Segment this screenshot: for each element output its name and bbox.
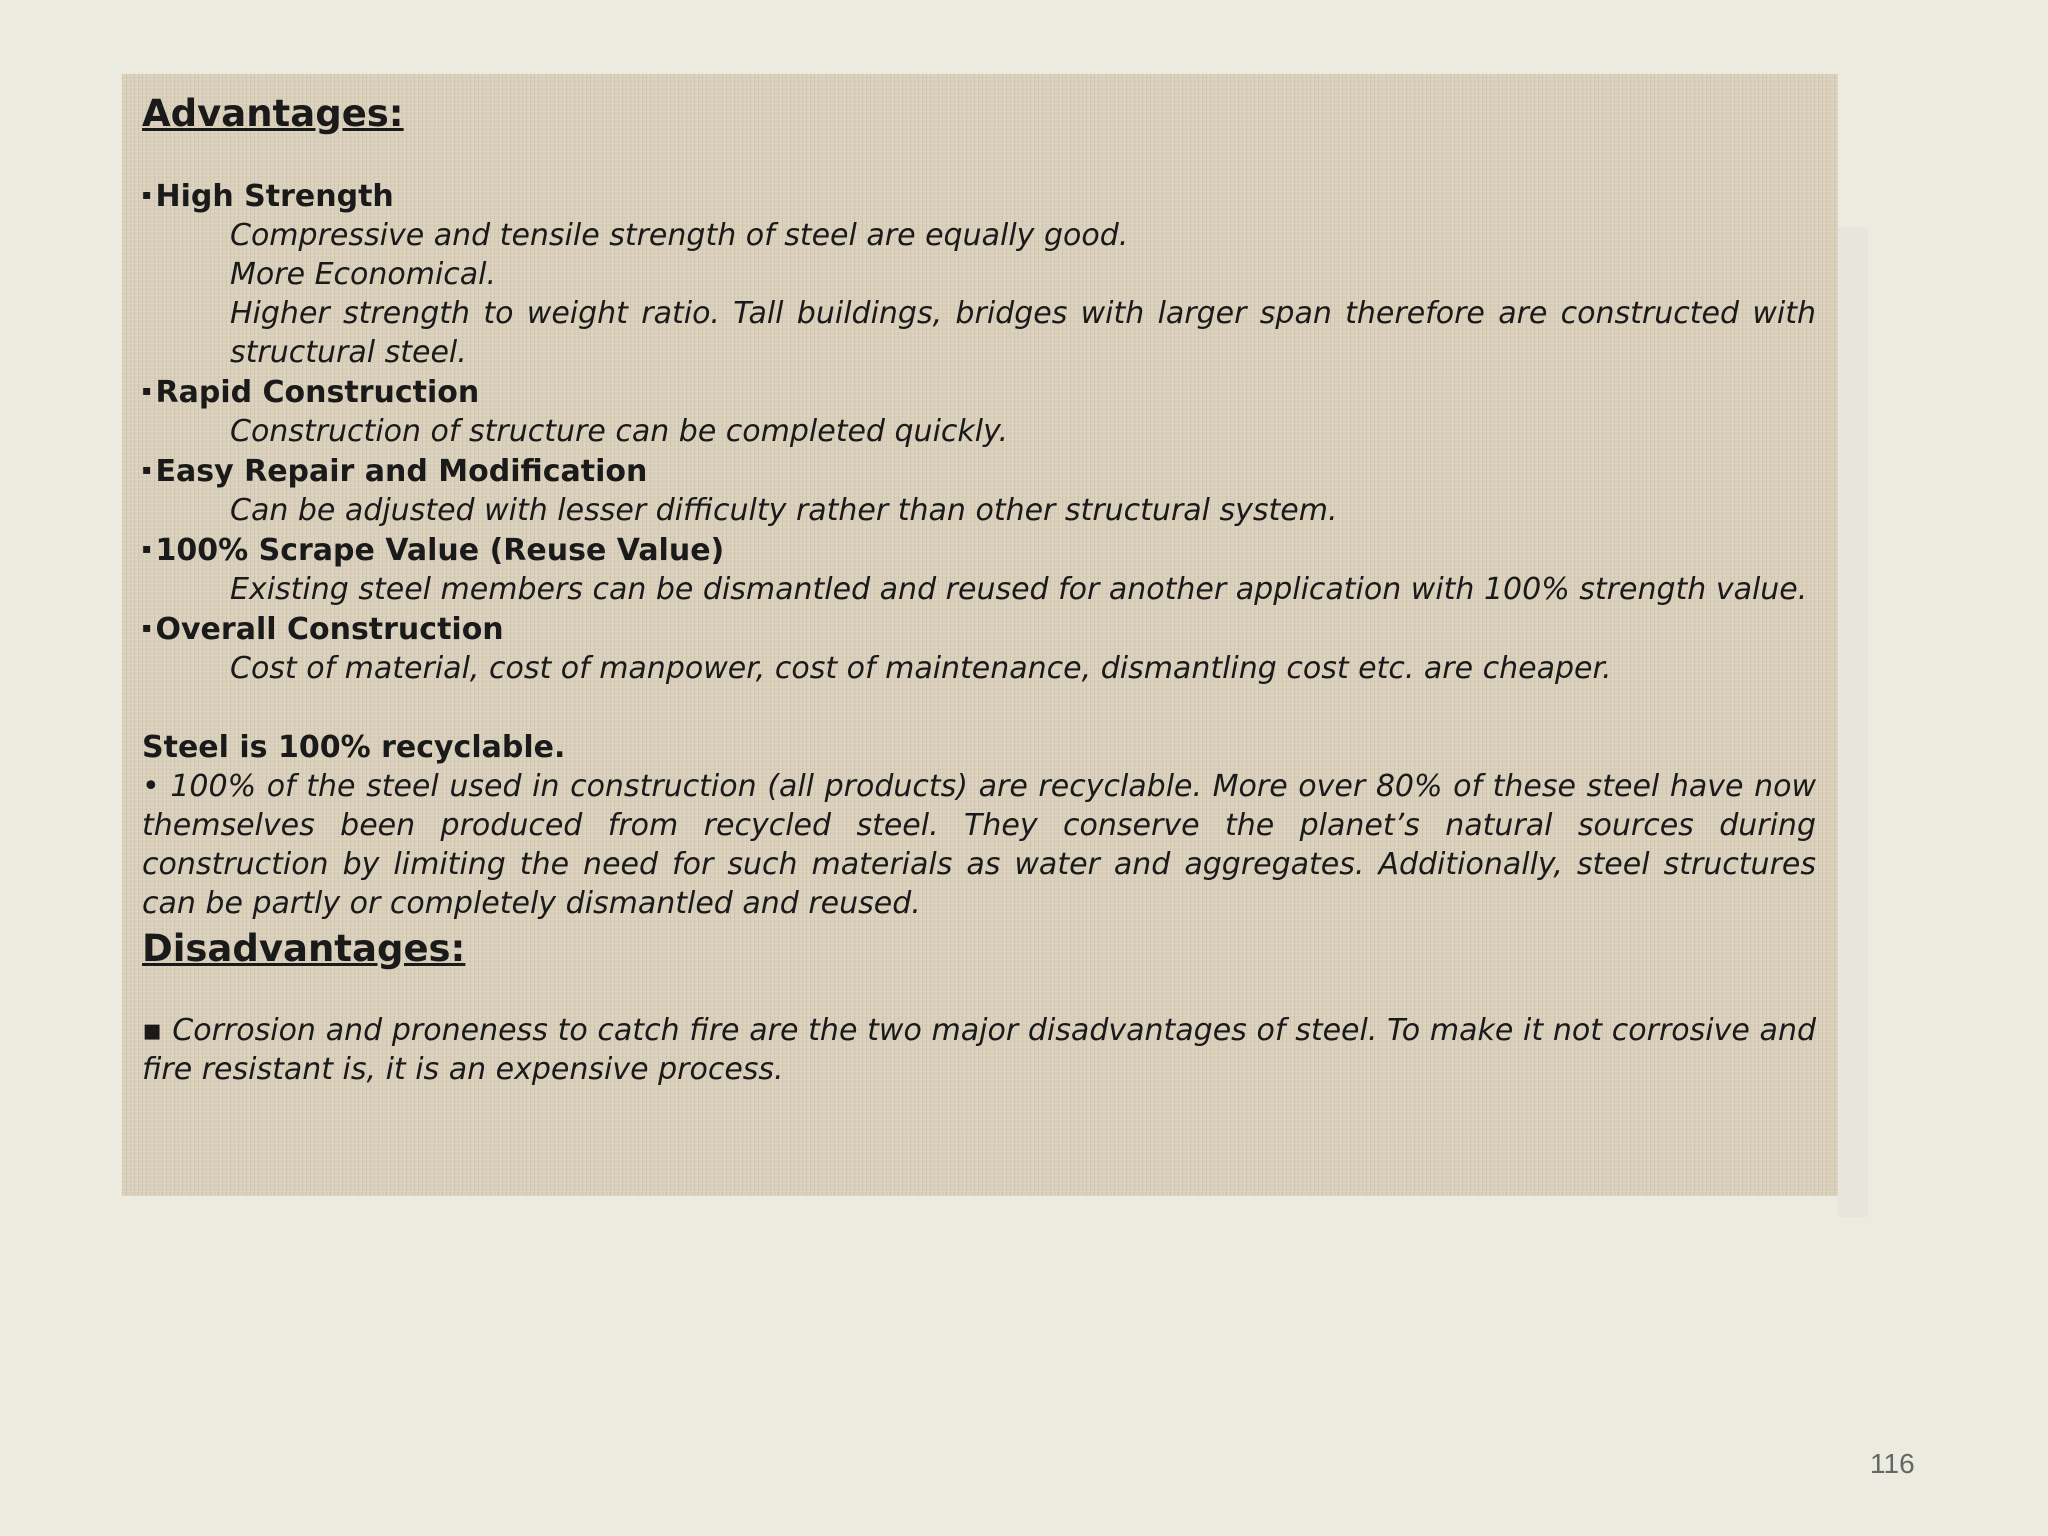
panel-shadow — [1838, 227, 1868, 1217]
square-bullet-icon: ▪ — [142, 383, 152, 399]
square-bullet-icon: ▪ — [142, 462, 152, 478]
square-bullet-icon: ▪ — [142, 620, 152, 636]
item-description: Can be adjusted with lesser difficulty rather than other structural system. — [230, 493, 1338, 528]
item-description: Cost of material, cost of manpower, cost of maintenance, dismantling cost etc. are cheaper. — [230, 651, 1612, 686]
page-number: 116 — [1870, 1448, 1915, 1479]
recyclable-text: • 100% of the steel used in construction (all products) are recyclable. More over 80% of these steel have now themselves been produced from recycled steel. They conserve the planet’s natural sources during construction by limiting the need for such materials as water and aggregates. Additionally, steel structures can be partly or completely dismantled and reused. — [142, 769, 1816, 921]
disadvantages-text: ▪ Corrosion and proneness to catch fire are the two major disadvantages of steel. To make it not corrosive and fire resistant is, it is an expensive process. — [142, 1013, 1816, 1087]
item-description: Existing steel members can be dismantled and reused for another application with 100% strength value. — [230, 572, 1808, 607]
item-description: More Economical. — [230, 257, 497, 292]
item-title: ▪ Rapid Construction — [142, 375, 480, 410]
advantage-item-scrape-value — [142, 530, 1816, 609]
item-title: ▪ 100% Scrape Value (Reuse Value) — [142, 533, 725, 568]
item-description: Construction of structure can be completed quickly. — [230, 414, 1009, 449]
slide-content-panel — [122, 74, 1838, 1196]
item-description: Higher strength to weight ratio. Tall buildings, bridges with larger span therefore are constructed with structural steel. — [230, 296, 1816, 370]
disadvantages-heading: Disadvantages: — [142, 927, 466, 970]
item-title: ▪ Easy Repair and Modification — [142, 454, 648, 489]
spacer — [142, 975, 1816, 1011]
recyclable-title: Steel is 100% recyclable. — [142, 730, 566, 765]
spacer — [142, 140, 1816, 176]
item-title: ▪ Overall Construction — [142, 612, 504, 647]
advantages-heading: Advantages: — [142, 92, 404, 135]
advantage-item-overall-construction — [142, 609, 1816, 688]
square-bullet-icon: ▪ — [142, 187, 152, 203]
item-title: ▪ High Strength — [142, 179, 394, 214]
advantage-item-easy-repair — [142, 451, 1816, 530]
spacer — [142, 688, 1816, 728]
square-bullet-icon: ▪ — [142, 541, 152, 557]
item-description: Compressive and tensile strength of steel are equally good. — [230, 218, 1129, 253]
advantage-item-rapid-construction — [142, 372, 1816, 451]
advantage-item-high-strength — [142, 176, 1816, 372]
